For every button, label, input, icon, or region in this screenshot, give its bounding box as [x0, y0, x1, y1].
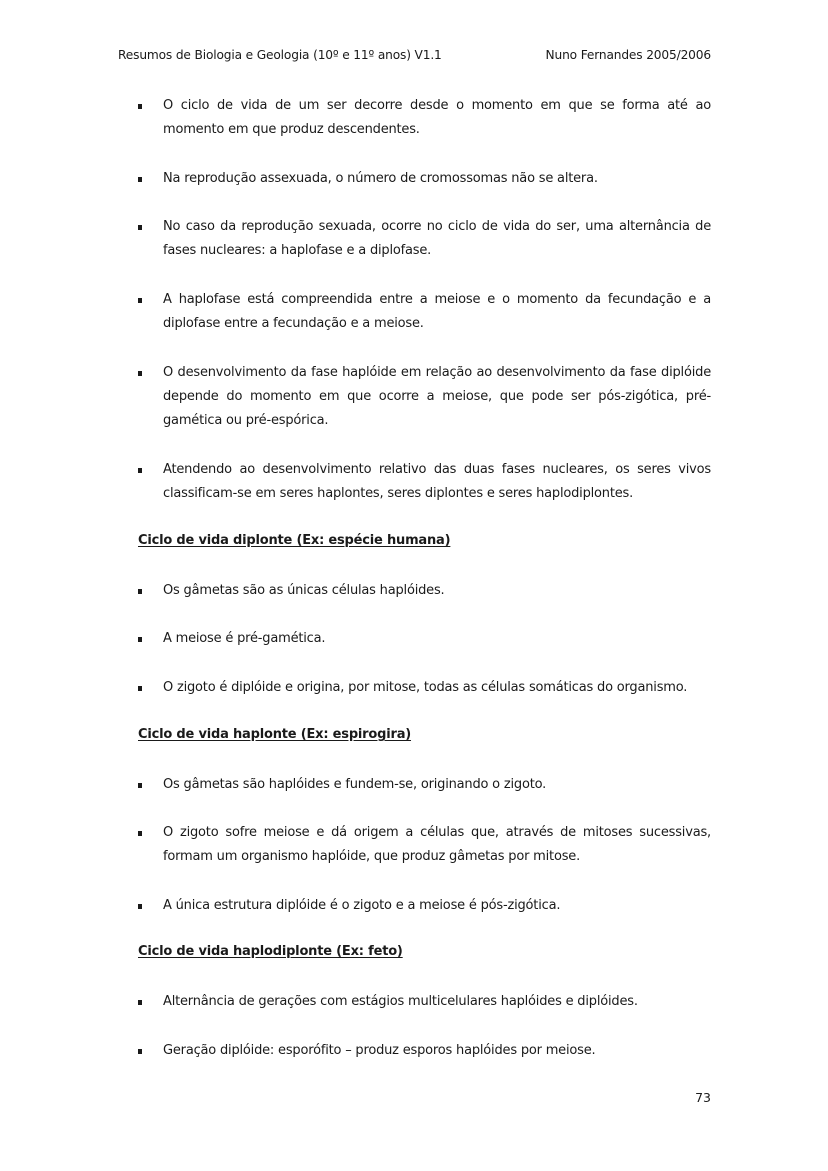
bullet-item: Geração diplóide: esporófito – produz esporos haplóides por meiose. — [138, 1039, 711, 1063]
bullet-marker-icon — [138, 686, 142, 691]
bullet-item: O desenvolvimento da fase haplóide em relação ao desenvolvimento da fase diplóide depende do momento em que ocorre a meiose, que pode ser pós-zigótica, pré-gamética ou pré-espórica. — [138, 361, 711, 433]
bullet-marker-icon — [138, 225, 142, 230]
bullet-marker-icon — [138, 468, 142, 473]
bullet-item: Atendendo ao desenvolvimento relativo das duas fases nucleares, os seres vivos classificam-se em seres haplontes, seres diplontes e seres haplodiplontes. — [138, 458, 711, 506]
bullet-marker-icon — [138, 371, 142, 376]
bullet-item: Na reprodução assexuada, o número de cromossomas não se altera. — [138, 167, 711, 191]
document-title: Resumos de Biologia e Geologia (10º e 11º anos) V1.1 — [118, 48, 442, 62]
bullet-marker-icon — [138, 637, 142, 642]
bullet-item: O zigoto é diplóide e origina, por mitose, todas as células somáticas do organismo. — [138, 676, 711, 700]
bullet-marker-icon — [138, 1000, 142, 1005]
section-heading-haplodiplonte: Ciclo de vida haplodiplonte (Ex: feto) — [138, 944, 403, 959]
bullet-item: A única estrutura diplóide é o zigoto e a meiose é pós-zigótica. — [138, 894, 711, 918]
bullet-item: Os gâmetas são haplóides e fundem-se, originando o zigoto. — [138, 773, 711, 797]
bullet-item: A meiose é pré-gamética. — [138, 627, 711, 651]
bullet-marker-icon — [138, 904, 142, 909]
bullet-marker-icon — [138, 104, 142, 109]
bullet-item: Os gâmetas são as únicas células haplóides. — [138, 579, 711, 603]
bullet-marker-icon — [138, 177, 142, 182]
section-heading-haplonte: Ciclo de vida haplonte (Ex: espirogira) — [138, 727, 412, 742]
bullet-item: O zigoto sofre meiose e dá origem a células que, através de mitoses sucessivas, formam um organismo haplóide, que produz gâmetas por mitose. — [138, 821, 711, 869]
bullet-marker-icon — [138, 1049, 142, 1054]
bullet-marker-icon — [138, 831, 142, 836]
page-number: 73 — [695, 1090, 711, 1105]
bullet-item: No caso da reprodução sexuada, ocorre no ciclo de vida do ser, uma alternância de fases nucleares: a haplofase e a diplofase. — [138, 215, 711, 263]
bullet-item: A haplofase está compreendida entre a meiose e o momento da fecundação e a diplofase entre a fecundação e a meiose. — [138, 288, 711, 336]
bullet-item: Alternância de gerações com estágios multicelulares haplóides e diplóides. — [138, 990, 711, 1014]
bullet-marker-icon — [138, 783, 142, 788]
section-heading-diplonte: Ciclo de vida diplonte (Ex: espécie humana) — [138, 533, 451, 548]
bullet-marker-icon — [138, 589, 142, 594]
page-header — [118, 48, 711, 66]
bullet-marker-icon — [138, 298, 142, 303]
bullet-item: O ciclo de vida de um ser decorre desde o momento em que se forma até ao momento em que produz descendentes. — [138, 94, 711, 142]
document-author: Nuno Fernandes 2005/2006 — [545, 48, 711, 62]
